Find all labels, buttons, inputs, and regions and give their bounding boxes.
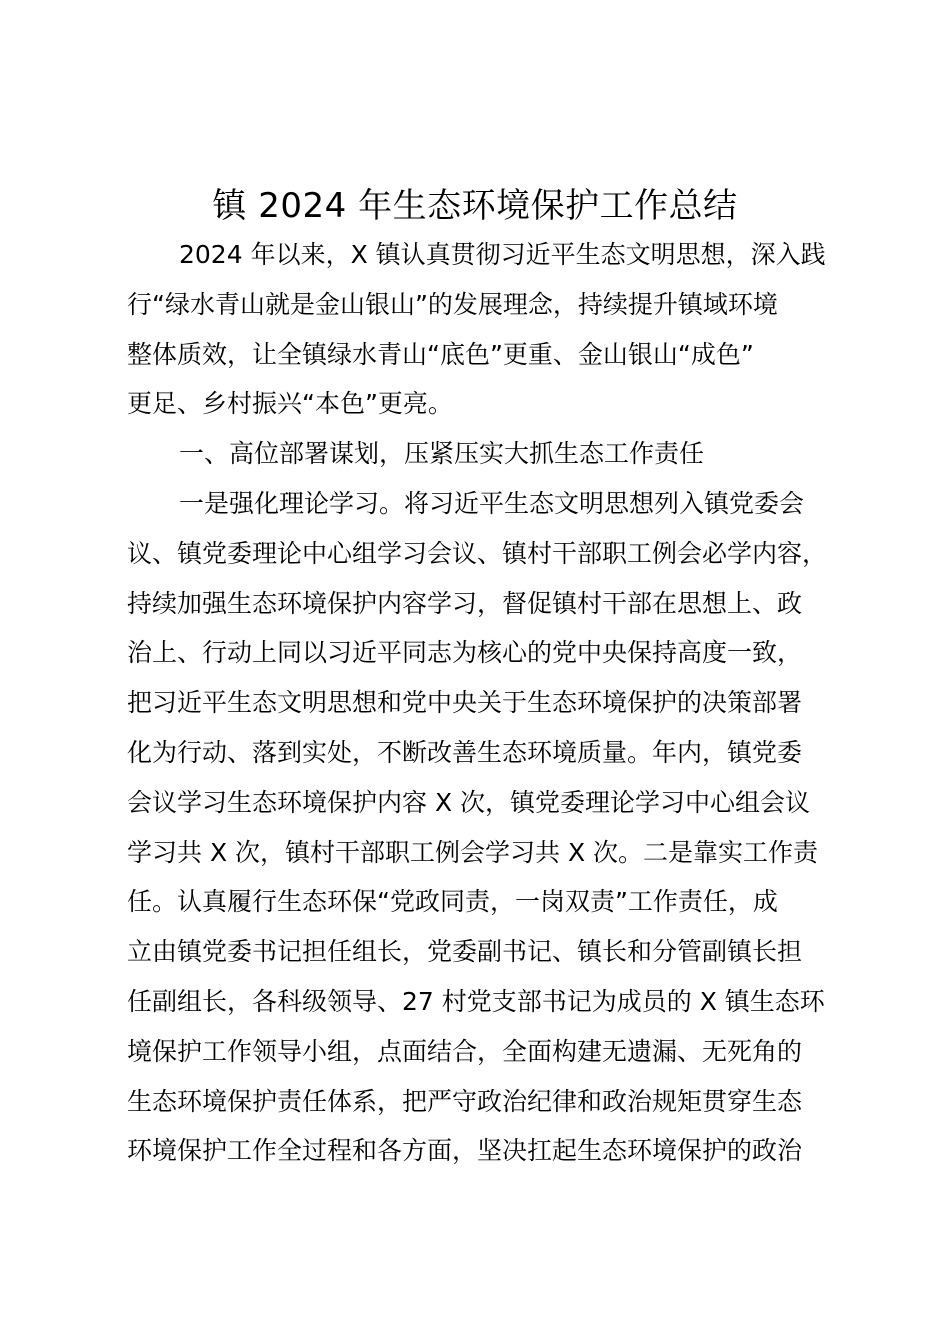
document-title: 镇 2024 年生态环境保护工作总结 — [212, 186, 738, 226]
text-line: 议、镇党委理论中心组学习会议、镇村干部职工例会必学内容， — [127, 538, 828, 568]
text-line: 环境保护工作全过程和各方面，坚决扛起生态环境保护的政治 — [127, 1136, 803, 1166]
text-line: 会议学习生态环境保护内容 X 次，镇党委理论学习中心组会议 — [127, 787, 811, 817]
document-body — [127, 230, 847, 1176]
text-line: 境保护工作领导小组，点面结合，全面构建无遗漏、无死角的 — [127, 1036, 803, 1066]
text-line: 行“绿水青山就是金山银山”的发展理念，持续提升镇域环境 — [127, 289, 778, 319]
text-line: 任。认真履行生态环保“党政同责，一岗双责”工作责任，成 — [127, 887, 778, 917]
text-line: 生态环境保护责任体系，把严守政治纪律和政治规矩贯穿生态 — [127, 1086, 803, 1116]
text-line: 治上、行动上同以习近平同志为核心的党中央保持高度一致， — [127, 638, 803, 668]
text-line: 2024 年以来，X 镇认真贯彻习近平生态文明思想，深入践 — [179, 240, 826, 269]
text-line: 更足、乡村振兴“本色”更亮。 — [127, 389, 453, 419]
section-heading: 一、高位部署谋划，压紧压实大抓生态工作责任 — [179, 439, 705, 469]
text-line: 任副组长，各科级领导、27 村党支部书记为成员的 X 镇生态环 — [127, 986, 825, 1016]
text-line: 化为行动、落到实处，不断改善生态环境质量。年内，镇党委 — [127, 737, 803, 767]
text-line: 持续加强生态环境保护内容学习，督促镇村干部在思想上、政 — [127, 588, 803, 618]
text-line: 学习共 X 次，镇村干部职工例会学习共 X 次。二是靠实工作责 — [127, 837, 819, 867]
text-line: 整体质效，让全镇绿水青山“底色”更重、金山银山“成色” — [127, 339, 754, 369]
text-line: 把习近平生态文明思想和党中央关于生态环境保护的决策部署 — [127, 688, 803, 718]
text-line: 一是强化理论学习。将习近平生态文明思想列入镇党委会 — [179, 488, 805, 518]
text-line: 立由镇党委书记担任组长，党委副书记、镇长和分管副镇长担 — [127, 937, 803, 967]
